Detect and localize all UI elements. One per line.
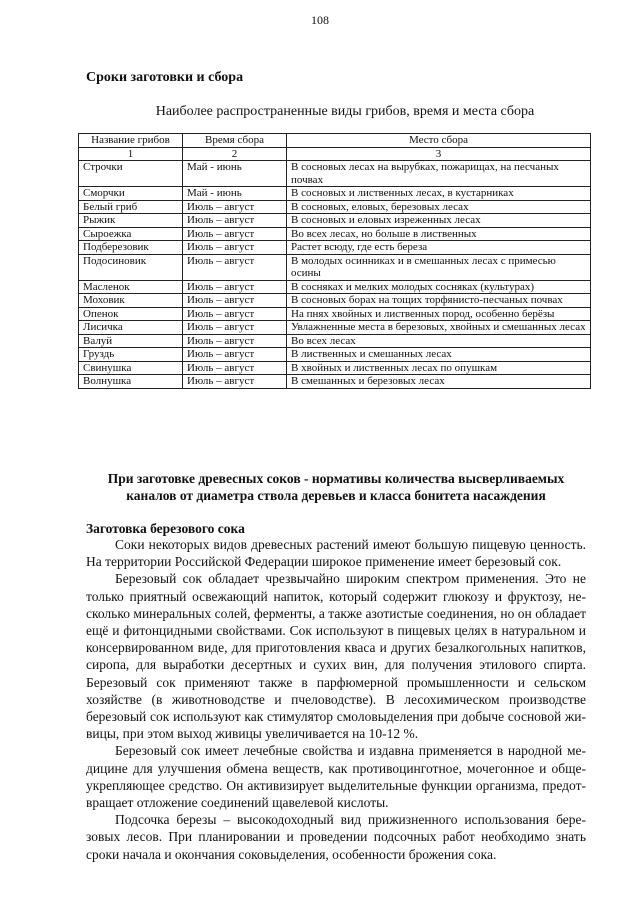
cell-harvest-place: В сосновых и еловых изреженных лесах [287,214,591,228]
cell-harvest-place: В лиственных и смешанных лесах [287,348,591,362]
cell-harvest-place: В смешанных и березовых лесах [287,375,591,389]
cell-harvest-place: Во всех лесах [287,334,591,348]
header-time: Время сбора [183,134,287,148]
header-place: Место сбора [287,134,591,148]
cell-mushroom-name: Опенок [79,307,183,321]
table-column-numbers [79,147,591,161]
table-row [79,241,591,255]
cell-harvest-time: Июль – август [183,254,287,280]
cell-mushroom-name: Строчки [79,161,183,187]
body-text [86,536,586,863]
cell-harvest-place: В сосняках и мелких молодых сосняках (культурах) [287,280,591,294]
table-row [79,361,591,375]
column-number: 3 [287,147,591,161]
cell-harvest-time: Май - июнь [183,187,287,201]
cell-harvest-time: Июль – август [183,280,287,294]
column-number: 1 [79,147,183,161]
table-row [79,294,591,308]
table-header-row [79,134,591,148]
cell-mushroom-name: Груздь [79,348,183,362]
page-number: 108 [311,13,329,27]
cell-mushroom-name: Масленок [79,280,183,294]
cell-mushroom-name: Подосиновик [79,254,183,280]
cell-harvest-time: Июль – август [183,334,287,348]
section-title: Сроки заготовки и сбора [86,70,244,85]
cell-harvest-time: Июль – август [183,241,287,255]
paragraph: Подсочка березы – высокодоходный вид прижизненного использования березовых лесов. При планировании и проведении подсочных работ необходимо знать сроки начала и окончания соковыделения, особенности брожения сока. [86,812,586,862]
table-row [79,280,591,294]
cell-mushroom-name: Лисичка [79,321,183,335]
table-row [79,375,591,389]
cell-harvest-place: В сосновых лесах на вырубках, пожарищах, на песчаных почвах [287,161,591,187]
column-number: 2 [183,147,287,161]
cell-harvest-place: Увлажненные места в березовых, хвойных и смешанных лесах [287,321,591,335]
cell-mushroom-name: Подберезовик [79,241,183,255]
table-row [79,254,591,280]
cell-mushroom-name: Валуй [79,334,183,348]
cell-harvest-place: В сосновых борах на тощих торфянисто-песчаных почвах [287,294,591,308]
cell-harvest-place: В молодых осинниках и в смешанных лесах с примесью осины [287,254,591,280]
table-row [79,200,591,214]
cell-harvest-place: В сосновых и лиственных лесах, в кустарниках [287,187,591,201]
paragraph: Березовый сок обладает чрезвычайно широким спектром применения. Это не только приятный освежающий напиток, который содержит глюкозу и фруктозу, несколько минеральных солей, ферменты, а также азотистые соединения, но он обладает ещё и фитонцидными свойствами. Сок используют в пищевых целях в натуральном и консервированном виде, для приготовления кваса и других безалкогольных напитков, сиропа, для выработки десертных и сухих вин, для получения этилового спирта. Березовый сок применяют также в парфюмерной промышленности и сельском хозяйстве (в животноводстве и пчеловодстве). В лесохимическом производстве березовый сок используют как стимулятор смоловыделения при добыче сосновой живицы, при этом выход живицы увеличивается на 10-12 %. [86,571,586,742]
cell-harvest-time: Июль – август [183,321,287,335]
cell-harvest-place: Во всех лесах, но больше в лиственных [287,227,591,241]
cell-mushroom-name: Рыжик [79,214,183,228]
cell-harvest-place: В сосновых, еловых, березовых лесах [287,200,591,214]
cell-harvest-time: Июль – август [183,227,287,241]
cell-harvest-time: Май - июнь [183,161,287,187]
cell-mushroom-name: Волнушка [79,375,183,389]
header-name: Название грибов [79,134,183,148]
paragraph: Соки некоторых видов древесных растений имеют большую пищевую ценность. На территории Российской Федерации широкое применение имеет березовый сок. [86,537,586,570]
cell-harvest-place: Растет всюду, где есть береза [287,241,591,255]
paragraph: Березовый сок имеет лечебные свойства и издавна применяется в народной медицине для улучшения обмена веществ, как противоцинготное, мочегонное и общеукрепляющее средство. Он активизирует выделительные функции организма, предотвращает отложение соединений щавелевой кислоты. [86,743,586,811]
cell-mushroom-name: Сыроежка [79,227,183,241]
birch-sap-title: Заготовка березового сока [86,521,245,536]
table-row [79,214,591,228]
cell-harvest-time: Июль – август [183,361,287,375]
cell-mushroom-name: Сморчки [79,187,183,201]
mushroom-table [78,133,591,389]
cell-harvest-time: Июль – август [183,294,287,308]
table-row [79,161,591,187]
cell-harvest-time: Июль – август [183,214,287,228]
cell-harvest-time: Июль – август [183,375,287,389]
table-row [79,187,591,201]
cell-harvest-time: Июль – август [183,307,287,321]
cell-mushroom-name: Моховик [79,294,183,308]
cell-harvest-place: В хвойных и лиственных лесах по опушкам [287,361,591,375]
table-caption: Наиболее распространенные виды грибов, время и места сбора [155,104,535,119]
cell-harvest-place: На пнях хвойных и лиственных пород, особенно берёзы [287,307,591,321]
table-row [79,348,591,362]
cell-mushroom-name: Белый гриб [79,200,183,214]
cell-harvest-time: Июль – август [183,200,287,214]
table-row [79,227,591,241]
cell-mushroom-name: Свинушка [79,361,183,375]
table-row [79,334,591,348]
cell-harvest-time: Июль – август [183,348,287,362]
table-row [79,321,591,335]
table-row [79,307,591,321]
sap-norms-heading: При заготовке древесных соков - нормативы количества высверливаемых каналов от диаметра ствола деревьев и класса бонитета насаждения [107,471,565,503]
